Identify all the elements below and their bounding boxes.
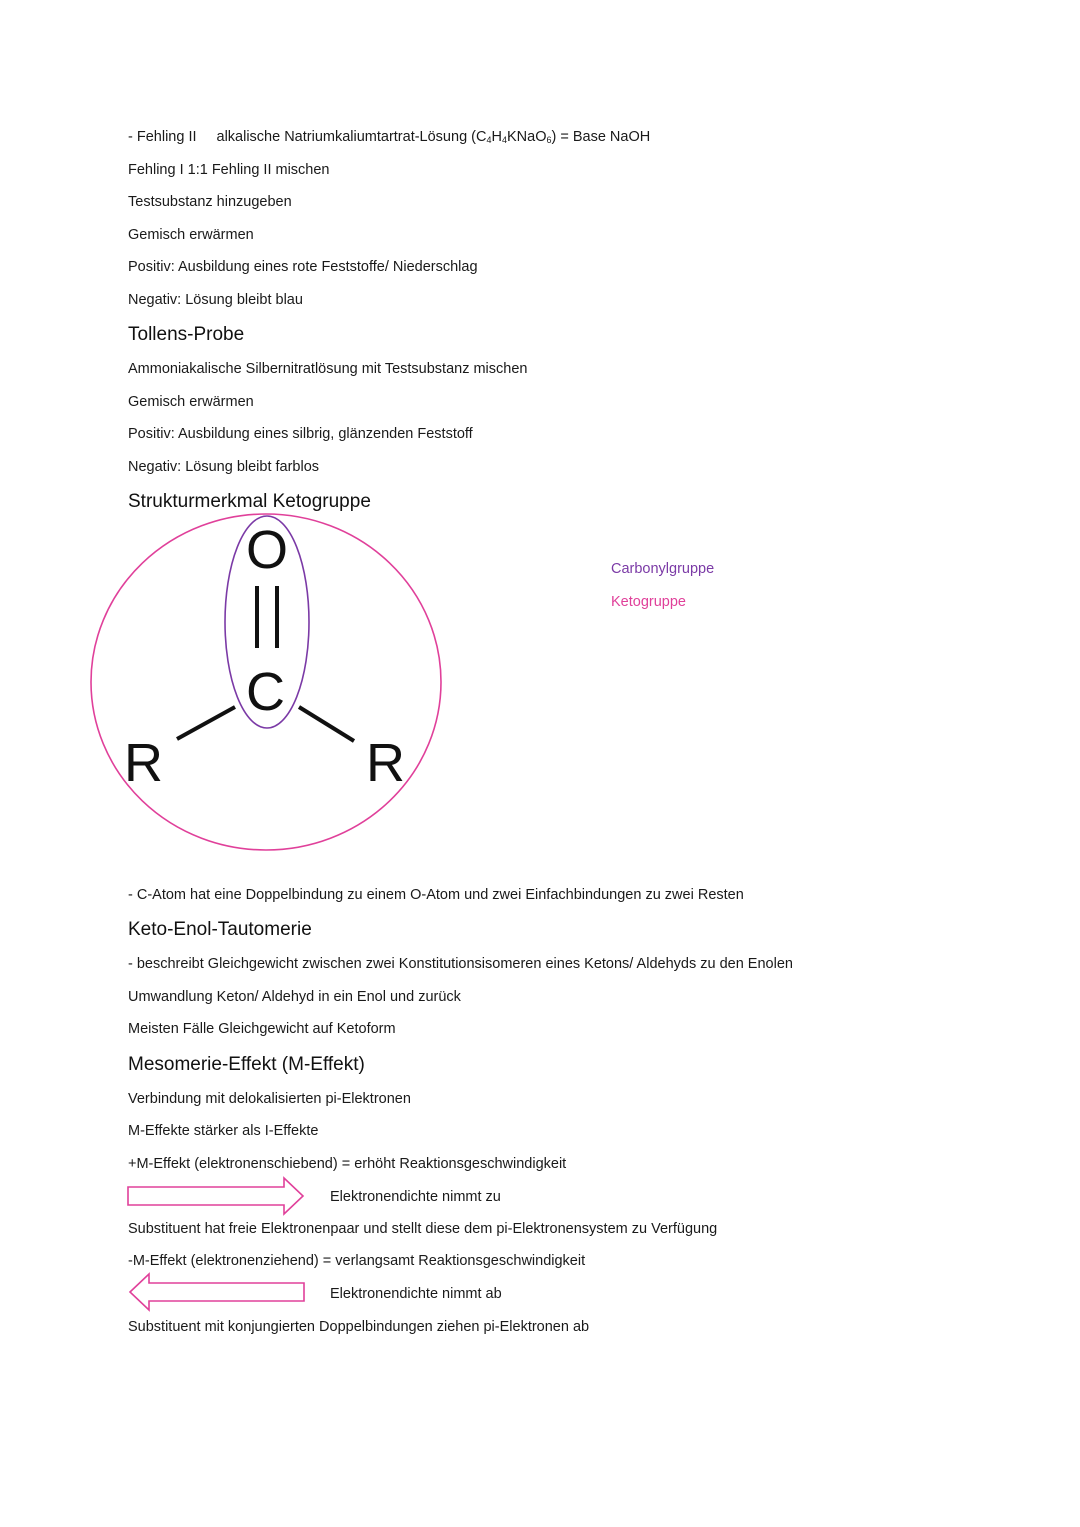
ketogroup-structure-diagram: [88, 510, 448, 855]
single-bond-left: [177, 707, 235, 739]
fehling-heat-line: Gemisch erwärmen: [128, 227, 254, 243]
fehling-positive-line: Positiv: Ausbildung eines rote Feststoffe/ Niederschlag: [128, 259, 478, 275]
arrow-left-label: Elektronendichte nimmt ab: [330, 1286, 502, 1302]
arrow-left-icon: [128, 1272, 308, 1312]
single-bond-right: [299, 707, 354, 741]
carbon-atom: C: [246, 662, 285, 722]
fehling-ii-label: - Fehling II: [128, 129, 197, 145]
formula-part: KNaO: [506, 129, 547, 145]
keto-structure-heading: Strukturmerkmal Ketogruppe: [128, 491, 371, 512]
arrow-right-icon: [126, 1176, 306, 1216]
keto-enol-line-3: Meisten Fälle Gleichgewicht auf Ketoform: [128, 1021, 396, 1037]
tollens-mix-line: Ammoniakalische Silbernitratlösung mit Testsubstanz mischen: [128, 361, 528, 377]
legend-carbonyl: Carbonylgruppe: [611, 561, 715, 577]
plus-m-description-line: Substituent hat freie Elektronenpaar und stellt diese dem pi-Elektronensystem zu Verfügung: [128, 1221, 718, 1237]
fehling-ii-line: [128, 128, 650, 149]
plus-m-effect-line: +M-Effekt (elektronenschiebend) = erhöht Reaktionsgeschwindigkeit: [128, 1156, 567, 1172]
fehling-ii-description: alkalische Natriumkaliumtartrat-Lösung (C: [216, 129, 487, 145]
residue-right: R: [366, 733, 405, 793]
legend-ketogroup: Ketogruppe: [611, 594, 686, 610]
fehling-negative-line: Negativ: Lösung bleibt blau: [128, 292, 303, 308]
tollens-heat-line: Gemisch erwärmen: [128, 394, 254, 410]
formula-part: H: [491, 129, 502, 145]
minus-m-description-line: Substituent mit konjungierten Doppelbindungen ziehen pi-Elektronen ab: [128, 1319, 590, 1335]
arrow-right-label: Elektronendichte nimmt zu: [330, 1189, 501, 1205]
oxygen-atom: O: [246, 520, 289, 580]
formula-part: ) = Base NaOH: [551, 129, 651, 145]
keto-enol-line-1: - beschreibt Gleichgewicht zwischen zwei Konstitutionsisomeren eines Ketons/ Aldehyds zu den Enolen: [128, 956, 793, 972]
fehling-add-line: Testsubstanz hinzugeben: [128, 194, 292, 210]
tollens-positive-line: Positiv: Ausbildung eines silbrig, glänzenden Feststoff: [128, 426, 473, 442]
mesomerie-line-2: M-Effekte stärker als I-Effekte: [128, 1123, 319, 1139]
keto-enol-line-2: Umwandlung Keton/ Aldehyd in ein Enol und zurück: [128, 989, 461, 1005]
tollens-heading: Tollens-Probe: [128, 324, 245, 345]
tollens-negative-line: Negativ: Lösung bleibt farblos: [128, 459, 320, 475]
keto-enol-heading: Keto-Enol-Tautomerie: [128, 919, 312, 940]
formula-subscript: 4: [486, 135, 492, 145]
mesomerie-line-1: Verbindung mit delokalisierten pi-Elektronen: [128, 1091, 411, 1107]
keto-description-line: - C-Atom hat eine Doppelbindung zu einem O-Atom und zwei Einfachbindungen zu zwei Resten: [128, 887, 744, 903]
minus-m-effect-line: -M-Effekt (elektronenziehend) = verlangsamt Reaktionsgeschwindigkeit: [128, 1253, 586, 1269]
fehling-mix-line: Fehling I 1:1 Fehling II mischen: [128, 162, 330, 178]
residue-left: R: [124, 733, 163, 793]
mesomerie-heading: Mesomerie-Effekt (M-Effekt): [128, 1054, 365, 1075]
formula-subscript: 6: [546, 135, 552, 145]
formula-subscript: 4: [501, 135, 507, 145]
